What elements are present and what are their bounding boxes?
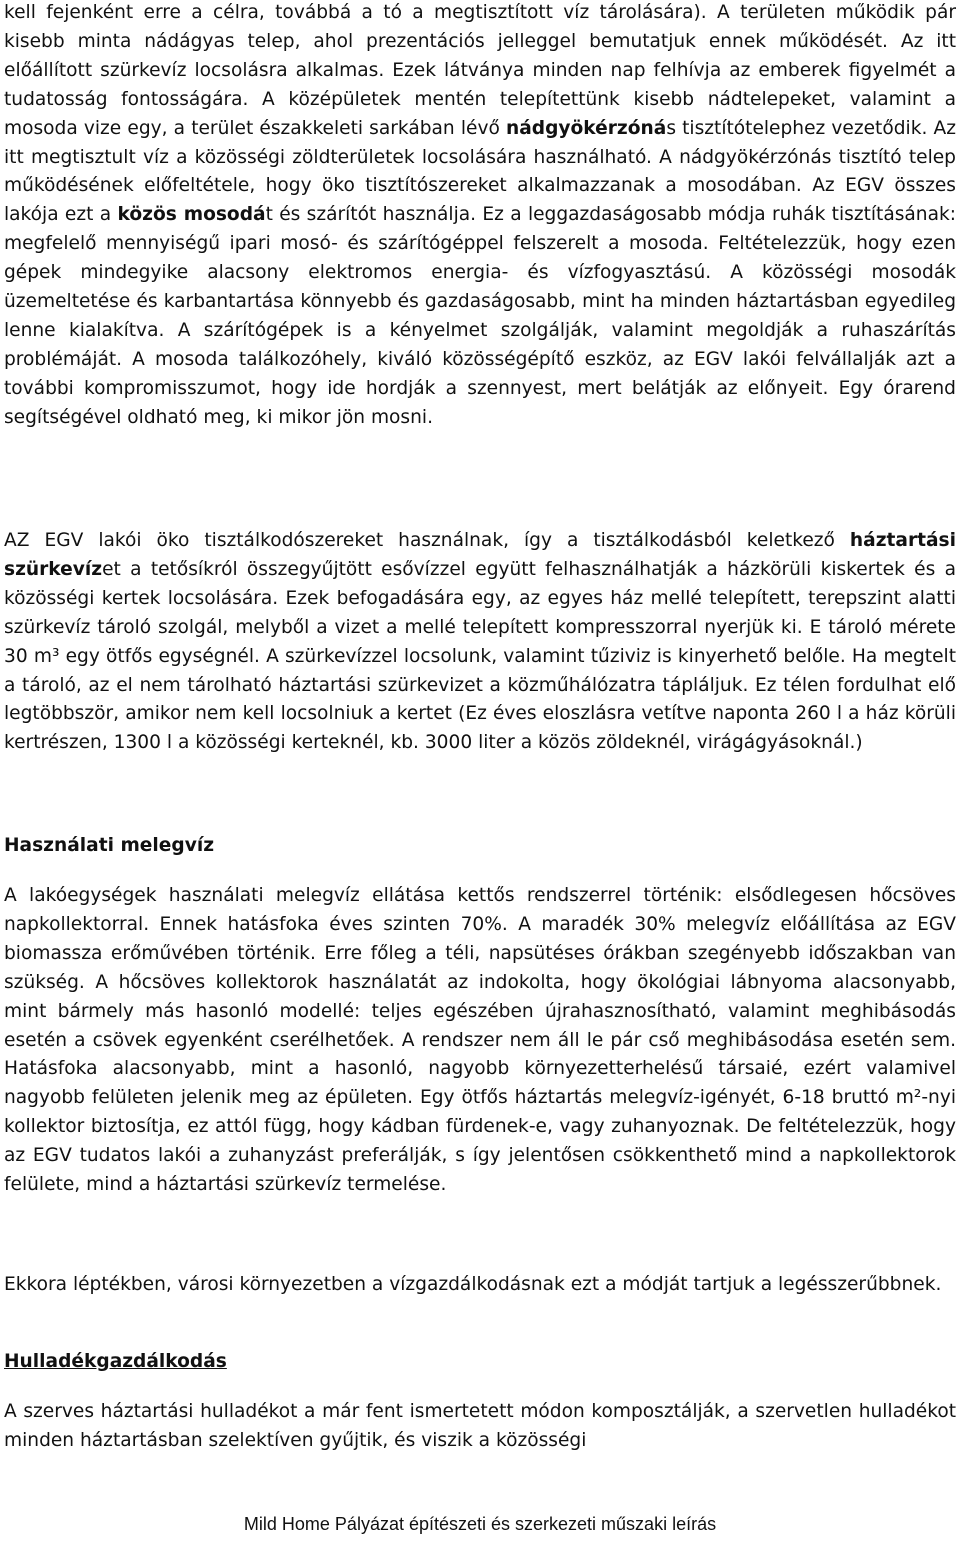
text-run: s tisztítótelephez vezetődik. Az itt megtisztult víz a közösségi zöldterületek locsolására használható. A nádgyökérzónás tisztító telep működésének előfeltétele, hogy öko tisztítószereket alkalmazzanak a mosodában. Az EGV összes lakója ezt a <box>4 117 956 226</box>
paragraph-scale-note: Ekkora léptékben, városi környezetben a vízgazdálkodásnak ezt a módját tartjuk a legésszerűbbnek. <box>4 1274 942 1295</box>
paragraph-waste: A szerves háztartási hulladékot a már fent ismertetett módon komposztálják, a szervetlen hulladékot minden háztartásban szelektíven gyűjtik, és viszik a közösségi <box>4 1401 956 1451</box>
paragraph-water-treatment <box>4 0 956 433</box>
section-heading-hot-water: Használati melegvíz <box>4 835 215 856</box>
section-heading-waste-text: Hulladékgazdálkodás <box>4 1351 227 1372</box>
text-run: kell fejenként erre a célra, továbbá a tó a megtisztított víz tárolására). A területen működik pár kisebb minta nádágyas telep, ahol prezentációs jelleggel bemutatjuk ennek működését. Az itt előállított szürkevíz locsolásra alkalmas. Ezek látványa minden nap felhívja az emberek figyelmét a tudatosság fontosságára. A középületek mentén telepítettünk kisebb nádtelepeket, valamint a mosoda vize egy, a terület északkeleti sarkában lévő <box>4 2 956 139</box>
text-run: t és szárítót használja. Ez a leggazdaságosabb módja ruhák tisztításának: megfelelő mennyiségű ipari mosó- és szárítógéppel felszerelt a mosoda. Feltételezzük, hogy ezen gépek mindegyike alacsony elektromos energia- és vízfogyasztású. A közösségi mosodák üzemeltetése és karbantartása könnyebb és gazdaságosabb, mint ha minden háztartásban egyedileg lenne kialakítva. A szárítógépek is a kényelmet szolgálják, valamint megoldják a ruhaszárítás problémáját. A mosoda találkozóhely, kiváló közösségépítő eszköz, az EGV lakói felvállalják azt a további kompromisszumot, hogy ide hordják a szennyest, mert belátják az előnyeit. Egy órarend segítségével oldható meg, ki mikor jön mosni. <box>4 204 957 428</box>
bold-term-household-greywater: háztartási szürkevíz <box>4 530 956 580</box>
footer-text: Mild Home Pályázat építészeti és szerkezeti műszaki leírás <box>243 1514 717 1534</box>
page-footer <box>0 1512 960 1536</box>
text-run: et a tetősíkról összegyűjtött esővízzel együtt felhasználhatják a házkörüli kiskertek és a közösségi kertek locsolására. Ezek befogadására egy, az egyes ház mellé telepített, terepszint alatti szürkevíz tároló szolgál, melyből a vizet a mellé telepített kompresszorral nyerjük ki. E tároló mérete 30 m³ egy ötfős egységnél. A szürkevízzel locsolunk, valamint tűziviz is kinyerhető belőle. Ha megtelt a tároló, az el nem tárolható háztartási szürkevizet a közműhálózatra tápláljuk. Ez télen fordulhat elő legtöbbször, amikor nem kell locsolniuk a kertet (Ez éves eloszlásra vetítve naponta 260 l a ház körüli kertrészen, 1300 l a közösségi kerteknél, kb. 3000 liter a közös zöldeknél, virágágyásoknál.) <box>4 558 956 754</box>
bold-term-reed-zone: nádgyökérzóná <box>505 117 667 139</box>
paragraph-hot-water: A lakóegységek használati melegvíz ellátása kettős rendszerrel történik: elsődlegesen hőcsöves napkollektorral. Ennek hatásfoka éves szinten 70%. A maradék 30% melegvíz előállítása az EGV biomassza erőművében történik. Erre főleg a téli, napsütéses órákban szegényebb időszakban van szükség. A hőcsöves kollektorok használatát az indokolta, hogy ökológiai lábnyoma alacsonyabb, mint bármely más hasonló modellé: teljes egészében újrahasznosítható, valamint meghibásodás esetén a csövek egyenként cserélhetőek. A rendszer nem áll le pár cső meghibásodása esetén sem. Hatásfoka alacsonyabb, mint a hasonló, nagyobb környezetterhelésű társaié, ezért valamivel nagyobb felületen jelenik meg az épületen. Egy ötfős háztartás melegvíz-igényét, 6-18 bruttó m²-nyi kollektor biztosítja, ez attól függ, hogy kádban fürdenek-e, vagy zuhanyoznak. De feltételezzük, hogy az EGV tudatos lakói a zuhanyzást preferálják, s így jelentősen csökkenthető mind a napkollektorok felülete, mind a háztartási szürkevíz termelése. <box>4 885 956 1196</box>
section-heading-waste <box>4 1348 227 1377</box>
text-run: AZ EGV lakói öko tisztálkodószereket használnak, így a tisztálkodásból keletkező <box>4 530 850 551</box>
bold-term-common-laundry: közös mosodá <box>117 204 266 226</box>
paragraph-greywater <box>4 527 956 758</box>
